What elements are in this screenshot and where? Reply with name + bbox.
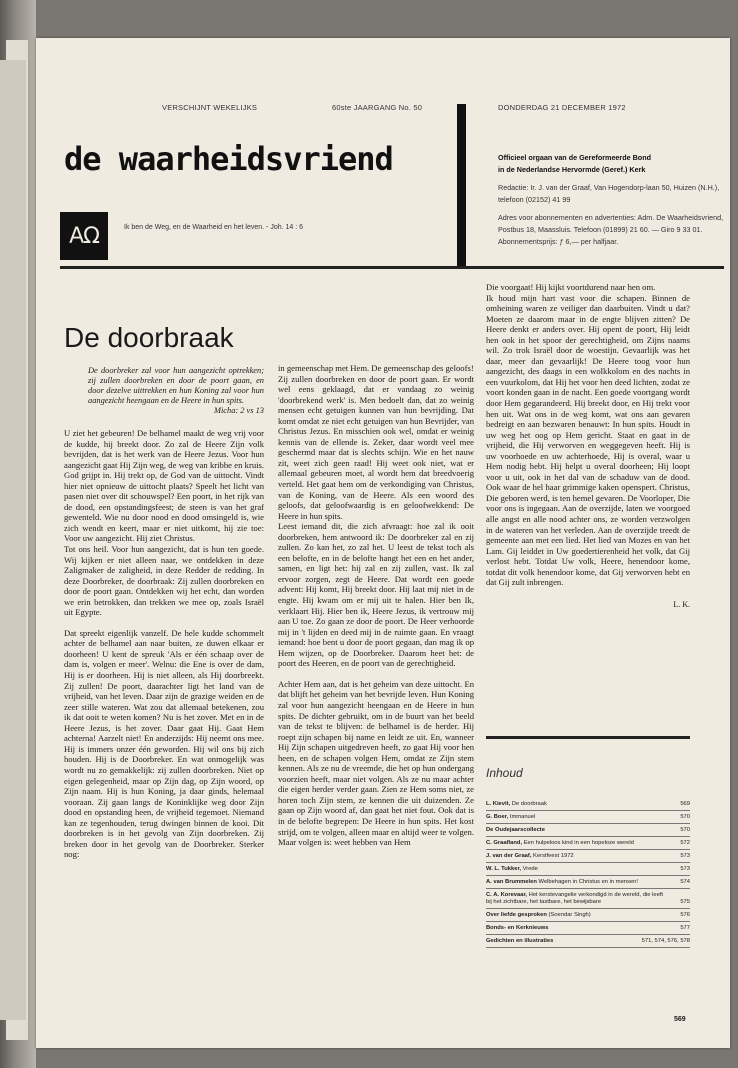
toc-item-page: 577 — [680, 925, 690, 931]
redactie-info: Redactie: Ir. J. van der Graaf, Van Hogendorp-laan 50, Huizen (N.H.), telefoon (02152) 41 99 — [498, 183, 720, 204]
toc-item — [486, 837, 690, 850]
toc-item-title: Een hulpeloos kind in een hopeloze wereld — [522, 840, 634, 846]
newspaper-page — [36, 38, 730, 1048]
toc-item-page: 573 — [680, 853, 690, 859]
paragraph: in gemeenschap met Hem. De gemeenschap des geloofs! — [278, 363, 474, 373]
toc-item — [486, 863, 690, 876]
toc-item-author: De Oudejaarscollecte — [486, 827, 545, 833]
toc-item-title: (Soendar Singh) — [546, 912, 591, 918]
toc-item-author: A. van Brummelen — [486, 879, 537, 885]
article-column-1 — [64, 366, 264, 860]
toc-item — [486, 798, 690, 811]
article-motto-text: De doorbreker zal voor hun aangezicht optrekken; zij zullen doorbreken en door de poort gaan, en door dezelve uittrekken en hun Koning zal voor hun aangezicht heengaan en de Heere in hun spits. — [88, 366, 264, 405]
paragraph: Dat spreekt eigenlijk vanzelf. De hele kudde schommelt achter de belhamel aan naar buiten, ze duwen elkaar er doorheen! U kent de spreuk 'Als er één schaap over de dam is, volgen er meer'. Welnu: die Ene is over de dam, Hij is er doorheen. Hij is niet alleen, als Hij doorbreekt. Zij zullen! De poort, daarachter ligt het land van de vrijheid, van het leven. Daar zijn de grazige weiden en de zeer stille wateren. Wat zou dat allemaal betekenen, zou ik dat ooit te weten komen? Nu is het zover. Met en in de Heere Jezus, is het zover. Daar gaat Hij. Gaat Hem achterna! Aarzelt niet! En anderzijds: Hij neemt ons mee. Hij is immers onzer één geworden. Hij wil ons bij zich houden. Hij is de Doorbreker. En wat onmogelijk was wordt nu zo gemakkelijk: zij zullen doorbreken. Niet op eigen gelegenheid, maar op Zijn dag, op Zijn woord, op Zijn naam. Hij is hun Koning, ja daar ginds, helemaal vooraan. Zij gaan langs de Koninklijke weg door Zijn dood en opstanding heen, de vrijheid tegemoet. Niemand kan ze tegenhouden, terug dwingen binnen de kooi. Dit doorbreken is in het gevolg van Zijn doorbreken. Zij breken door in het gevolg van de Doorbreker. Sterker nog: — [64, 627, 264, 860]
toc-list — [486, 798, 690, 948]
frequency-label: VERSCHIJNT WEKELIJKS — [162, 103, 258, 112]
toc-item-author: Gedichten en illustraties — [486, 938, 554, 944]
article-motto — [88, 366, 264, 416]
masthead-divider — [457, 104, 466, 266]
toc-item-page: 576 — [680, 912, 690, 918]
toc-item-title: Kerstfeest 1972 — [531, 853, 574, 859]
toc-item — [486, 922, 690, 935]
paragraph: Leest iemand dit, die zich afvraagt: hoe zal ik ooit doorbreken, hem antwoord ik: De doorbreker zal en zij zullen. Zo kan het, zo zal het. U leest de tekst toch als een belofte, en in de belofte hangt het een en het ander, samen, en ligt het: hij zal en zij zullen, vast. Ik zal ervoor zorgen, zegt de Heere. Dat wordt een goede advent: Hij komt, Hij breekt door. Hij laat mij niet in de engte. Hij kwam om er mij uit te halen. Hier ben Ik, verklaart Hij. Hier ben ik, Heere Jezus, ik vertrouw mij aan U toe. Zo gaan ze door de poort. De Heer verhoorde mij in 't lijden en deed mij in de ruimte gaan. En vraagt iemand: hoe bent u door de poort gegaan, dan mag ik op Hem wijzen, op de Doorbreker. Daarom heet het: de poort des Heeren, en de poort van de gerechtigheid. — [278, 521, 474, 669]
paragraph: Die voorgaat! Hij kijkt voortdurend naar hen om. — [486, 282, 656, 292]
toc-item-author: C. Graafland, — [486, 840, 523, 846]
toc-item-author: W. L. Tukker, — [486, 866, 522, 872]
toc-item-page: 574 — [680, 879, 690, 885]
toc-rule — [486, 736, 690, 739]
header-motto: Ik ben de Weg, en de Waarheid en het leven. - Joh. 14 : 6 — [124, 224, 304, 231]
date-label: DONDERDAG 21 DECEMBER 1972 — [498, 103, 626, 112]
page-number: 569 — [674, 1016, 686, 1023]
toc-item-author: G. Boer, — [486, 814, 509, 820]
toc-item-page: 569 — [680, 801, 690, 807]
toc-item-page: 575 — [680, 899, 690, 905]
toc-item — [486, 824, 690, 837]
address-info: Adres voor abonnementen en advertenties: Adm. De Waarheidsvriend, Postbus 18, Maassluis. Telefoon (01899) 21 60. — Giro 9 33 01. Abonnementsprijs: ƒ 6,— per halfjaar. — [498, 213, 724, 246]
toc-item-title: Vrede — [521, 866, 538, 872]
toc-item-title: Welbehagen in Christus en in mensen! — [536, 879, 638, 885]
paragraph: Achter Hem aan, dat is het geheim van deze uittocht. En dat blijft het geheim van het bevrijde leven. Hun Koning zal voor hun aangezicht heengaan en de Heere in hun spits. De dichter gebruikt, om in de buurt van het beeld van de tekst te blijven: de belhamel is de herder. Hij roept zijn schapen bij name en leidt ze uit. En, wanneer Hij Zijn schapen uitgedreven heeft, zo gaat Hij voor hen heen, en de schapen volgen Hem, omdat ze Zijn stem kennen. Als ze nu de vreemde, die het op hun ondergang voorzien heeft, maar niet volgen. Als ze nu maar achter die eigen herder verder gaan. Zien ze Hem soms niet, ze horen toch Zijn stem, ze kennen die uit duizenden. Ze gaan op Zijn woord af, dan gaat het niet fout. Ook dat is in de belofte begrepen: De Heere in hun spits. Het kost strijd, om te volgen, alleen maar en altijd weer te volgen. Maar volgen is: weet hebben van Hem — [278, 678, 474, 848]
toc-item-author: Bonds- en Kerknieuws — [486, 925, 549, 931]
toc-item-title: Het kerstevangelie verkondigd in de wereld, die leeft bij het zichtbare, het tastbare, het bewijsbare — [486, 892, 664, 905]
toc-item-page: 570 — [680, 814, 690, 820]
article-motto-reference: Micha: 2 vs 13 — [213, 406, 264, 415]
toc-heading: Inhoud — [486, 766, 523, 780]
toc-item — [486, 850, 690, 863]
toc-item-author: C. A. Korevaar, — [486, 892, 528, 898]
volume-label: 60ste JAARGANG No. 50 — [332, 103, 423, 112]
toc-item-author: Over liefde gesproken — [486, 912, 547, 918]
article-column-3 — [486, 282, 690, 610]
toc-item-author: J. van der Graaf, — [486, 853, 532, 859]
toc-item — [486, 811, 690, 824]
org-line-2: in de Nederlandse Hervormde (Geref.) Kerk — [498, 165, 646, 174]
scan-binding-edge — [0, 0, 36, 1068]
article-column-2 — [278, 363, 474, 848]
toc-item — [486, 889, 690, 909]
paragraph: Zij zullen doorbreken en door de poort gaan. Er wordt wel eens geklaagd, dat er vandaag zo weinig 'doorbrekend werk' is. Men bedoelt dan, dat zo weinig mensen echt getuigen kunnen van hun bevrijding. Dat komt omdat ze niet echt getuigen van hun Bevrijder, van Christus Jezus. En misschien ook wel, omdat er weinig kennis van de ellende is. Zeker, daar wordt veel mee geschermd maar dat is slechts schijn. Wie en het nauw zit, weet zich geen raad! Hij weet ook niet, wat er allemaal gebeuren moet, al wordt hem dat breedvoerig verteld. Het gaat hem om de verkondiging van Christus, van de Koning, van de Heere. Als een woord des geloofs, dat geloofwaardig is en geloofwekkend: De Heere in hun spits. — [278, 373, 474, 521]
toc-item — [486, 935, 690, 948]
header-rule — [60, 266, 724, 269]
paragraph: Tot ons heil. Voor hun aangezicht, dat is hun ten goede. Wij kijken er niet alleen naar, we ontdekken in deze Zaligmaker de zaligheid, in deze Redder de redding. In deze Doorbreker, de doorbraak: Zij zullen doorbreken en door de poort gaan. Ontdekken wij het echt, dan worden we erin betrokken, dan trekken we mee op, zoals Israël uit Egypte. — [64, 544, 264, 618]
toc-item-author: L. Kievit, — [486, 801, 511, 807]
alpha-omega-logo: ΑΩ — [60, 212, 108, 260]
toc-item — [486, 909, 690, 922]
article-signature: L. K. — [673, 599, 690, 609]
paragraph: U ziet het gebeuren! De belhamel maakt de weg vrij voor de kudde, hij breekt door. Zo zal de Heere Zijn volk bevrijden, dat is het werk van de Heere Jezus. Voor hun aangezicht gaat Hij Zijn weg, de weg van kribbe en kruis. God grijpt in. Hij trekt op, de God van de uittocht. Vindt hier niet opnieuw de uittocht plaats? Speelt het licht van pasen niet over dit schouwspel? Een poort, in het rijk van de dood, een opstandingsfeest; de steen is van het graf gewenteld. Wie nu door nood en dood omsingeld is, wie zich wendt en keert, maar er niet uitkomt, hij zie toe: Voor uw aangezicht. Hij ziet Christus. — [64, 428, 264, 544]
toc-item-title: Immanuel — [508, 814, 536, 820]
toc-item-page: 573 — [680, 866, 690, 872]
paragraph: Ik houd mijn hart vast voor die schapen. Binnen de omheining waren ze veiliger dan daarbuiten. Vindt u dat? Moeten ze daarom maar in de engte blijven zitten? De Heere denkt er anders over. Hij opent de poort, Hij leidt hen ook in het spoor der gerechtigheid, om Zijns naams wil. Zo trok Israël door de woestijn. Gevaarlijk was het daar, meer dan gevaarlijk! De Heere toog voor hun aangezicht, des daags in een wolkkolom en des nachts in een vuurkolom, dat Hij het voor hen deed lichten, zodat ze voort konden gaan in de nacht. Een goede voortgang wordt door Hem gegarandeerd. Hij breekt door, en Hij trekt voor hen uit. Wat ons in de weg komt, wat ons aan gevaren bedreigt en aan bezwaren benauwt: In hun spits. Houdt in uw weg het oog op Hem gericht. Staat en gaat in de vrijheid, die Hij verworven en weggegeven heeft. Hij is uw voorhoede en uw achterhoede, Hij is overal, waar u Hem nodig hebt. Hij helpt u overal doorheen; Hij loopt voor u uit, ook in het dal van de schaduw van de dood. Ook waar de hel haar grimmige kaken openspert. Christus, Die geboren werd, is ten hemel gevaren. De Voorloper, Die voor ons is ingegaan. Aan de overzijde, laten we voorgoed alle angst en alle nood achter ons, ze worden verzwolgen in de wateren van het verleden. Aan de overzijde treedt de gemeente aan met een lied. Het lied van Mozes en van het Lam. Gij leiddet in Uw goedertierenheid het volk, dat Gij verlost hebt. Totdat Uw volk, Heere, henendoor kome, totdat dit volk henendoor kome, dat Gij verworven hebt en dat Gij zult inbrengen. — [486, 292, 690, 588]
article-title: De doorbraak — [64, 322, 234, 353]
org-line-1: Officieel orgaan van de Gereformeerde Bond — [498, 153, 651, 162]
toc-item-page: 570 — [680, 827, 690, 833]
toc-item-title: De doorbraak — [510, 801, 547, 807]
toc-item-page: 571, 574, 576, 578 — [641, 938, 690, 944]
publisher-info — [498, 152, 730, 248]
toc-item-page: 572 — [680, 840, 690, 846]
masthead-title: de waarheidsvriend — [64, 140, 393, 178]
toc-item — [486, 876, 690, 889]
